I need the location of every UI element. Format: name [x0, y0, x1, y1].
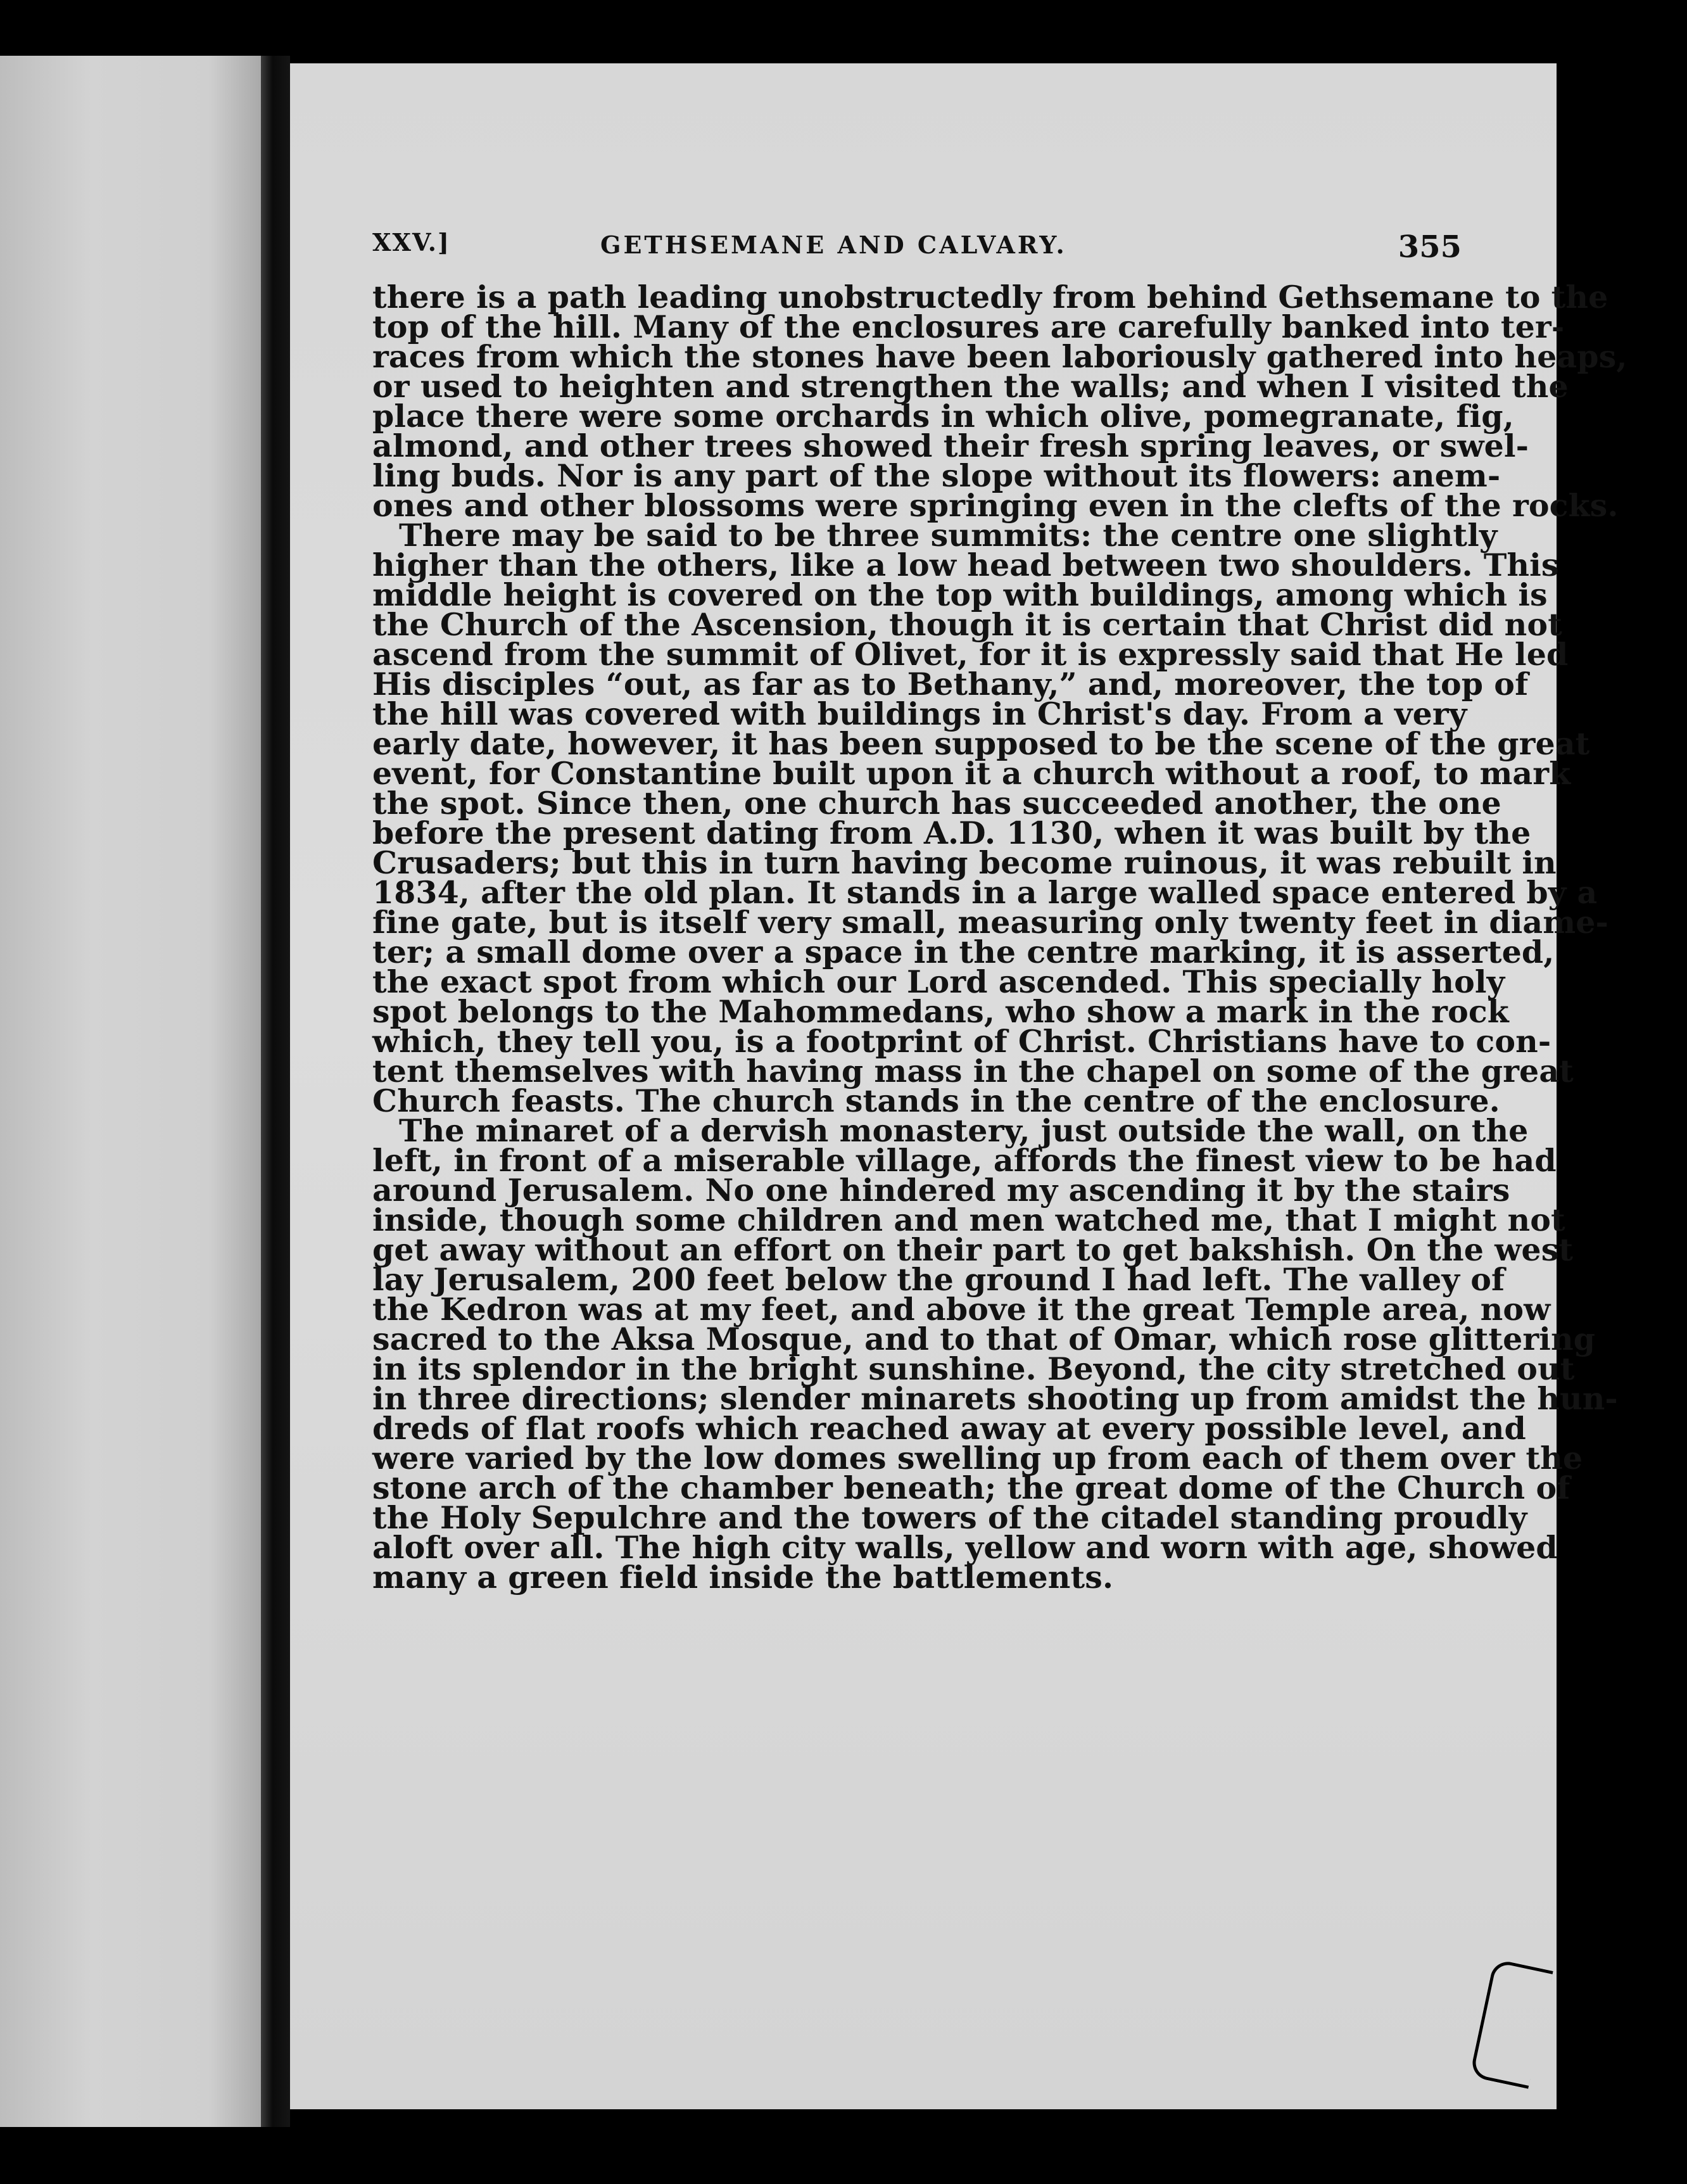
text-line: in its splendor in the bright sunshine. Beyond, the city stretched out	[372, 1350, 1575, 1387]
text-line: spot belongs to the Mahommedans, who show a mark in the rock	[372, 993, 1509, 1030]
text-line: early date, however, it has been supposed to be the scene of the great	[372, 725, 1590, 762]
page-corner-mark	[1469, 1959, 1553, 2089]
text-line: almond, and other trees showed their fresh spring leaves, or swel-	[372, 428, 1529, 464]
text-line: which, they tell you, is a footprint of Christ. Christians have to con-	[372, 1023, 1551, 1060]
page-content	[372, 222, 1627, 2059]
text-line: before the present dating from A.D. 1130, when it was built by the	[372, 815, 1531, 851]
text-line: were varied by the low domes swelling up from each of them over the	[372, 1440, 1583, 1476]
text-line: the exact spot from which our Lord ascended. This specially holy	[372, 963, 1505, 1000]
text-line: the hill was covered with buildings in Christ's day. From a very	[372, 695, 1467, 732]
running-header	[372, 222, 1462, 271]
text-line: inside, though some children and men watched me, that I might not	[372, 1202, 1565, 1238]
text-line: dreds of flat roofs which reached away at every possible level, and	[372, 1410, 1526, 1447]
text-line: in three directions; slender minarets shooting up from amidst the hun-	[372, 1380, 1618, 1417]
text-line: or used to heighten and strengthen the walls; and when I visited the	[372, 368, 1569, 405]
text-line: top of the hill. Many of the enclosures are carefully banked into ter-	[372, 308, 1565, 345]
text-line: middle height is covered on the top with buildings, among which is	[372, 576, 1548, 613]
text-line: the spot. Since then, one church has succeeded another, the one	[372, 785, 1501, 822]
text-line: many a green field inside the battlements.	[372, 1559, 1114, 1596]
text-line: ones and other blossoms were springing even in the clefts of the rocks.	[372, 487, 1619, 524]
text-line: races from which the stones have been laboriously gathered into heaps,	[372, 338, 1627, 375]
text-line: tent themselves with having mass in the chapel on some of the great	[372, 1053, 1574, 1089]
text-line: Crusaders; but this in turn having become ruinous, it was rebuilt in	[372, 844, 1557, 881]
text-line: There may be said to be three summits: the centre one slightly	[399, 517, 1498, 554]
text-line: His disciples “out, as far as to Bethany,” and, moreover, the top of	[372, 666, 1529, 702]
text-line: lay Jerusalem, 200 feet below the ground I had left. The valley of	[372, 1261, 1505, 1298]
text-line: there is a path leading unobstructedly from behind Gethsemane to the	[372, 279, 1608, 315]
book-page	[290, 63, 1627, 2109]
text-line: The minaret of a dervish monastery, just outside the wall, on the	[399, 1112, 1529, 1149]
text-line: ling buds. Nor is any part of the slope without its flowers: anem-	[372, 457, 1501, 494]
text-line: aloft over all. The high city walls, yellow and worn with age, showed	[372, 1529, 1558, 1566]
text-line: the Holy Sepulchre and the towers of the citadel standing proudly	[372, 1499, 1527, 1536]
text-line: sacred to the Aksa Mosque, and to that of Omar, which rose glittering	[372, 1321, 1596, 1357]
text-line: 1834, after the old plan. It stands in a large walled space entered by a	[372, 874, 1598, 911]
left-page-edge	[0, 56, 261, 2127]
page-number: 355	[1398, 229, 1462, 265]
text-line: ter; a small dome over a space in the centre marking, it is asserted,	[372, 934, 1555, 970]
book-gutter	[261, 56, 290, 2127]
running-title: GETHSEMANE AND CALVARY.	[600, 231, 1067, 259]
text-line: around Jerusalem. No one hindered my ascending it by the stairs	[372, 1172, 1510, 1209]
text-line: ascend from the summit of Olivet, for it is expressly said that He led	[372, 636, 1569, 673]
text-line: stone arch of the chamber beneath; the great dome of the Church of	[372, 1470, 1570, 1506]
text-line: event, for Constantine built upon it a church without a roof, to mark	[372, 755, 1571, 792]
text-line: the Church of the Ascension, though it is certain that Christ did not	[372, 606, 1562, 643]
text-line: left, in front of a miserable village, affords the finest view to be had	[372, 1142, 1557, 1179]
text-line: Church feasts. The church stands in the centre of the enclosure.	[372, 1082, 1500, 1119]
body-text	[372, 279, 1627, 1596]
text-line: fine gate, but is itself very small, measuring only twenty feet in diame-	[372, 904, 1608, 941]
text-line: higher than the others, like a low head between two shoulders. This	[372, 547, 1559, 583]
chapter-marker: XXV.]	[372, 228, 451, 257]
text-line: the Kedron was at my feet, and above it the great Temple area, now	[372, 1291, 1551, 1328]
text-line: place there were some orchards in which olive, pomegranate, fig,	[372, 398, 1514, 435]
text-line: get away without an effort on their part to get bakshish. On the west	[372, 1231, 1574, 1268]
